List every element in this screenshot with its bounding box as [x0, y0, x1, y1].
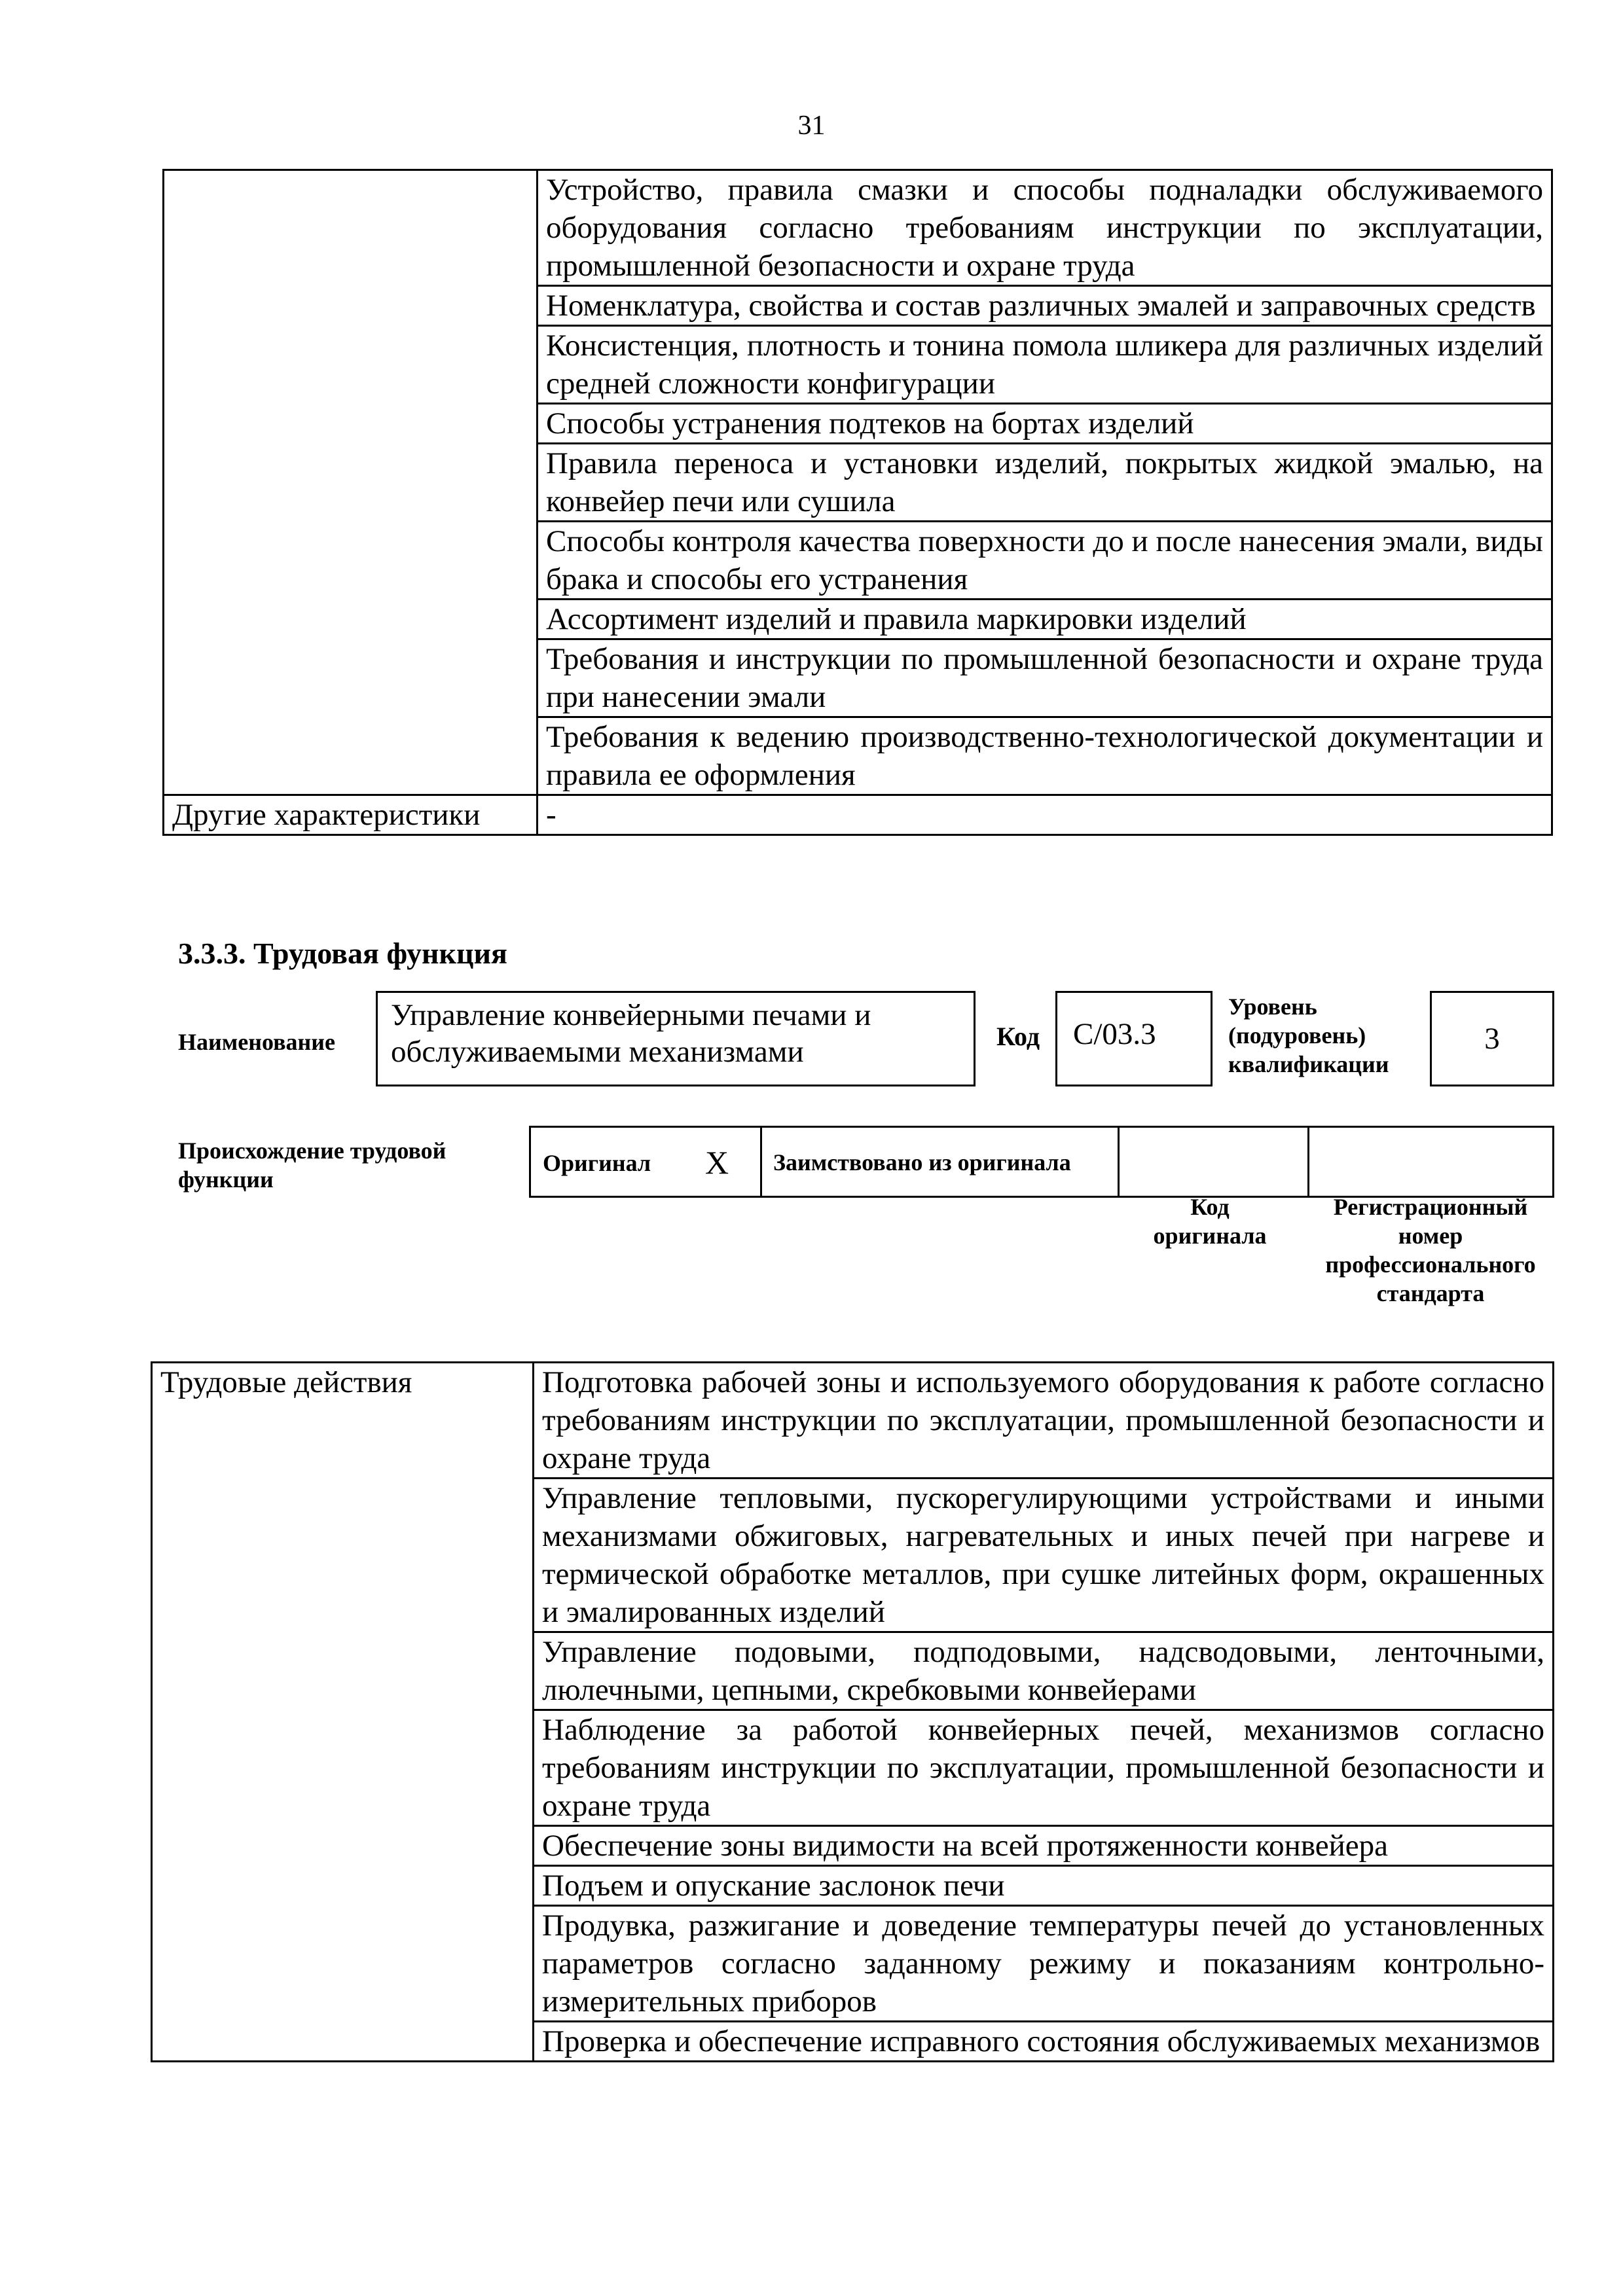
table-cell: Номенклатура, свойства и состав различных эмалей и заправочных средств: [538, 286, 1552, 326]
table-cell: Обеспечение зоны видимости на всей протяженности конвейера: [534, 1826, 1554, 1866]
function-name-box: Управление конвейерными печами и обслуживаемыми механизмами: [376, 991, 976, 1086]
table-cell: Устройство, правила смазки и способы подналадки обслуживаемого оборудования согласно требованиям инструкции по эксплуатации, промышленной безопасности и охране труда: [538, 170, 1552, 286]
level-label: Уровень (подуровень) квалификации: [1228, 994, 1389, 1077]
other-characteristics-value: -: [538, 795, 1552, 835]
borrowed-label: Заимствовано из оригинала: [773, 1149, 1071, 1175]
table-row: [164, 170, 1552, 286]
table-cell: Консистенция, плотность и тонина помола шликера для различных изделий средней сложности конфигурации: [538, 326, 1552, 404]
registration-number-caption: Регистрационный номер профессионального стандарта: [1325, 1194, 1536, 1306]
table-cell: Подготовка рабочей зоны и используемого оборудования к работе согласно требованиям инструкции по эксплуатации, промышленной безопасности и охране труда: [534, 1363, 1554, 1479]
level-value-box: 3: [1430, 991, 1554, 1086]
table-cell: Продувка, разжигание и доведение температуры печей до установленных параметров согласно заданному режиму и показаниям контрольно-измерительных приборов: [534, 1906, 1554, 2022]
original-cell: [531, 1128, 762, 1196]
table-row: [164, 795, 1552, 835]
table-cell: Наблюдение за работой конвейерных печей, механизмов согласно требованиям инструкции по эксплуатации, промышленной безопасности и охране труда: [534, 1710, 1554, 1826]
table-cell: Проверка и обеспечение исправного состояния обслуживаемых механизмов: [534, 2022, 1554, 2062]
knowledge-table: [162, 169, 1553, 836]
section-title: 3.3.3. Трудовая функция: [178, 937, 507, 970]
table-cell-empty: [164, 170, 538, 795]
table-cell: Ассортимент изделий и правила маркировки изделий: [538, 600, 1552, 639]
code-value-box: С/03.3: [1055, 991, 1213, 1086]
labor-actions-label: Трудовые действия: [152, 1363, 534, 2062]
table-cell: Требования и инструкции по промышленной безопасности и охране труда при нанесении эмали: [538, 639, 1552, 717]
table-cell: Подъем и опускание заслонок печи: [534, 1866, 1554, 1906]
table-cell: Способы устранения подтеков на бортах изделий: [538, 404, 1552, 444]
table-cell: Управление подовыми, подподовыми, надсводовыми, ленточными, люлечными, цепными, скребковыми конвейерами: [534, 1632, 1554, 1710]
table-cell: Требования к ведению производственно-технологической документации и правила ее оформления: [538, 717, 1552, 795]
original-code-caption: Код оригинала: [1153, 1194, 1267, 1249]
labor-actions-table: [151, 1361, 1554, 2062]
table-cell: Управление тепловыми, пускорегулирующими устройствами и иными механизмами обжиговых, нагревательных и иных печей при нагреве и термической обработке металлов, при сушке литейных форм, окрашенных и эмалированных изделий: [534, 1479, 1554, 1632]
origin-box: [529, 1126, 1554, 1198]
name-label: Наименование: [178, 1029, 335, 1055]
original-code-cell: [1118, 1128, 1309, 1196]
table-row: [152, 1363, 1554, 1479]
origin-label: Происхождение трудовой функции: [178, 1138, 447, 1193]
code-label: Код: [996, 1022, 1040, 1051]
table-cell: Правила переноса и установки изделий, покрытых жидкой эмалью, на конвейер печи или сушила: [538, 444, 1552, 522]
original-label: Оригинал: [543, 1150, 651, 1176]
borrowed-cell: [760, 1128, 1120, 1196]
table-cell: Способы контроля качества поверхности до и после нанесения эмали, виды брака и способы его устранения: [538, 522, 1552, 600]
other-characteristics-label: Другие характеристики: [164, 795, 538, 835]
page-number: 31: [797, 111, 826, 141]
original-mark: X: [705, 1144, 729, 1181]
registration-number-cell: [1307, 1128, 1552, 1196]
